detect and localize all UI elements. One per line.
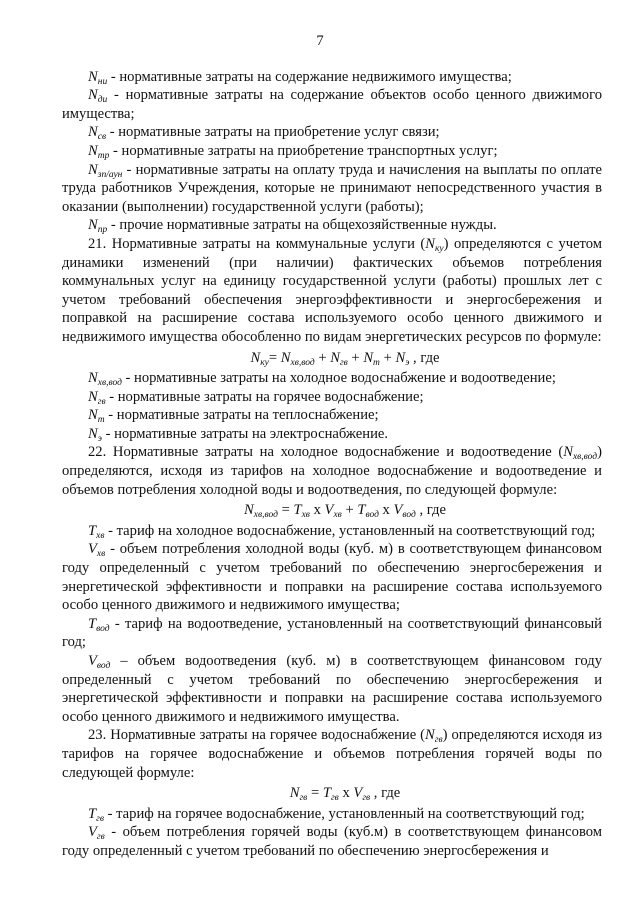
definition-line: $V_{гв}$ - объем потребления горячей воды (куб.м) в соответствующем финансовом году определенный с учетом требований по обеспечению энергосбережения и xyxy=(62,824,602,859)
page-number: 7 xyxy=(316,33,324,49)
formula-22: $N_{хв,вод} = Т_{хв}$ x $V_{хв} + Т_{вод}$ x $V_{вод}$ , где xyxy=(244,502,446,521)
formula-21: $N_{ку}= N_{хв,вод} + N_{гв} + N_т + N_э$ , где xyxy=(250,349,440,368)
definition-line: $N_{ди}$ - нормативные затраты на содержание объектов особо ценного движимого имущества; xyxy=(62,87,602,122)
paragraph-22: 22. Нормативные затраты на холодное водоснабжение и водоотведение $(N_{хв,вод})$ определяются, исходя из тарифов на холодное водоснабжение и водоотведение и объемов потребления холодной воды и водоотведения, по следующей формуле: xyxy=(62,444,602,498)
defs-22 xyxy=(62,522,602,727)
definition-line: $N_{хв,вод}$ - нормативные затраты на холодное водоснабжение и водоотведение; xyxy=(88,370,556,389)
definition-line: $N_{зп/аун}$ - нормативные затраты на оплату труда и начисления на выплаты по оплате труда работников Учреждения, которые не принимают непосредственного участия в оказании (выполнении) государственной услуги (работы); xyxy=(62,161,602,215)
definition-line: $N_{тр}$ - нормативные затраты на приобретение транспортных услуг; xyxy=(88,142,498,161)
definition-line: $Т_{вод}$ - тариф на водоотведение, установленный на соответствующий финансовый год; xyxy=(62,615,602,651)
definition-line: $V_{хв}$ - объем потребления холодной воды (куб. м) в соответствующем финансовом году определенный с учетом требований по обеспечению энергосбережения и энергетической эффективности и поправки на расширение состава используемого особо ценного движимого и недвижимого имущества; xyxy=(62,541,602,614)
defs-21 xyxy=(88,369,602,443)
definition-line: $Т_{хв}$ - тариф на холодное водоснабжение, установленный на соответствующий год; xyxy=(88,522,596,541)
definition-line: $N_{св}$ - нормативные затраты на приобретение услуг связи; xyxy=(88,124,440,143)
definition-line: $N_{гв}$ - нормативные затраты на горячее водоснабжение; xyxy=(88,388,424,407)
definition-line: $N_э$ - нормативные затраты на электроснабжение. xyxy=(88,425,389,444)
paragraph-21: 21. Нормативные затраты на коммунальные услуги $(N_{ку})$ определяются с учетом динамики изменений (при наличии) фактических объемов потребления коммунальных услуг на единицу государственной услуги (работы) прошлых лет с учетом требований обеспечения энергоэффективности и энергосбережения и поправкой на расширение состава используемого особо ценного движимого и недвижимого имущества обособленно по видам энергетических ресурсов по формуле: xyxy=(62,235,602,345)
defs-23 xyxy=(62,805,602,861)
definition-line: $V_{вод}$ – объем водоотведения (куб. м) в соответствующем финансовом году определенный с учетом требований по обеспечению энергосбережения и энергетической эффективности и поправки на расширение состава используемого особо ценного движимого и недвижимого имущества. xyxy=(62,653,602,725)
definition-line: $N_т$ - нормативные затраты на теплоснабжение; xyxy=(88,407,379,426)
formula-23: $N_{гв} = Т_{гв}$ x $V_{гв}$ , где xyxy=(289,785,401,804)
paragraph-23: 23. Нормативные затраты на горячее водоснабжение $(N_{гв})$ определяются исходя из тарифов на горячее водоснабжение и объемов потребления горячей воды по следующей формуле: xyxy=(62,727,602,781)
definition-line: $N_{ни}$ - нормативные затраты на содержание недвижимого имущества; xyxy=(88,68,512,87)
definition-line: $Т_{гв}$ - тариф на горячее водоснабжение, установленный на соответствующий год; xyxy=(88,805,585,824)
defs-top xyxy=(62,68,602,236)
definition-line: $N_{пр}$ - прочие нормативные затраты на общехозяйственные нужды. xyxy=(88,217,497,236)
